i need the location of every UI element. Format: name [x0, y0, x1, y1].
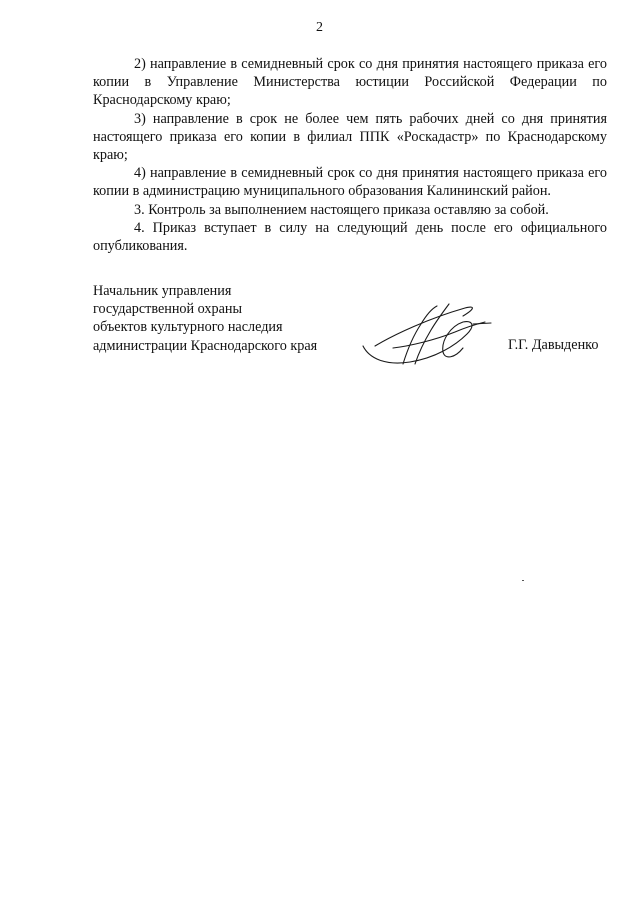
signatory-name: Г.Г. Давыденко — [508, 337, 599, 353]
paragraph-effective-date: 4. Приказ вступает в силу на следующий день после его официального опубликования. — [93, 219, 607, 255]
scan-speck — [522, 580, 524, 581]
order-body-text — [93, 55, 607, 255]
signatory-title-line: государственной охраны — [93, 301, 243, 318]
signatory-title-line: администрации Краснодарского края — [93, 337, 318, 354]
handwritten-signature — [355, 296, 495, 371]
signatory-title-line: объектов культурного наследия — [93, 319, 283, 336]
paragraph-item-3: 3) направление в срок не более чем пять рабочих дней со дня принятия настоящего приказа его копии в филиал ППК «Роскадастр» по Краснодарскому краю; — [93, 110, 607, 164]
page-number: 2 — [316, 20, 323, 35]
signatory-title — [93, 282, 317, 355]
paragraph-item-4: 4) направление в семидневный срок со дня принятия настоящего приказа его копии в администрацию муниципального образования Калининский район. — [93, 165, 607, 200]
paragraph-control: 3. Контроль за выполнением настоящего приказа оставляю за собой. — [134, 201, 549, 218]
paragraph-item-2: 2) направление в семидневный срок со дня принятия настоящего приказа его копии в Управление Министерства юстиции Российской Федерации по Краснодарскому краю; — [93, 56, 607, 109]
signatory-title-line: Начальник управления — [93, 283, 232, 299]
